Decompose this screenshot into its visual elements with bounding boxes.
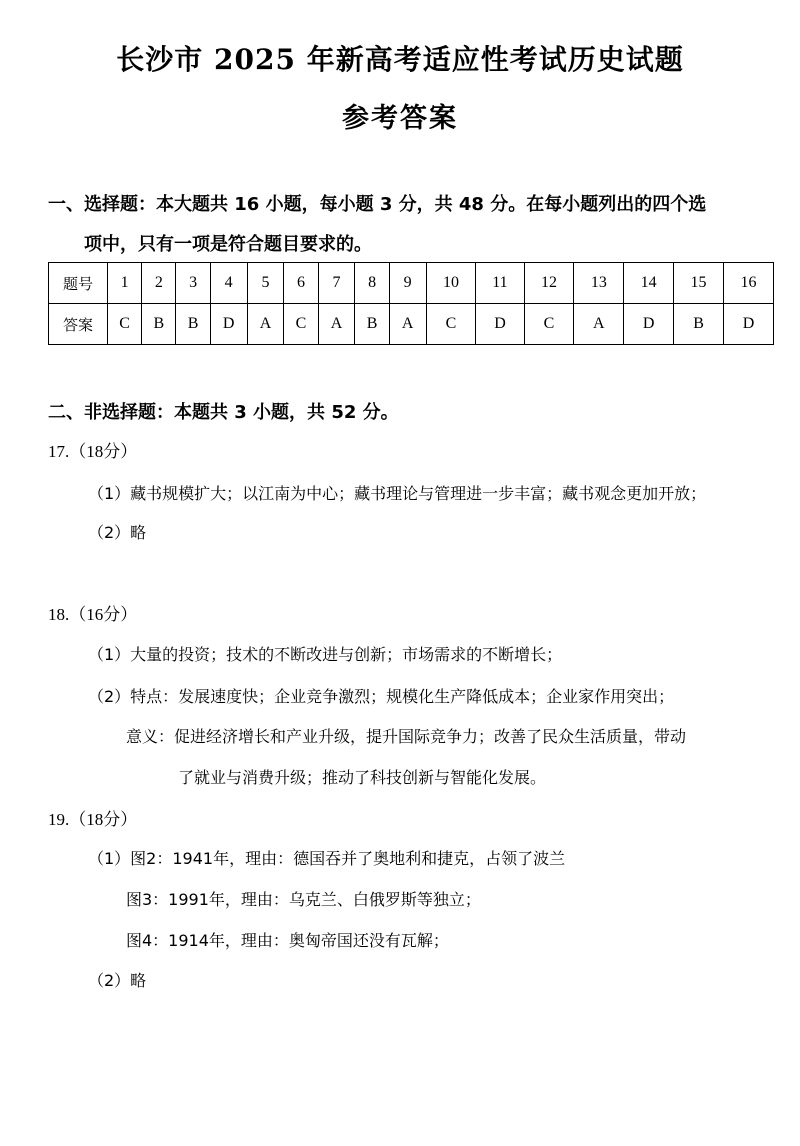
answer-cell: C <box>284 304 318 345</box>
question-number: 3 <box>176 263 210 304</box>
answer-cell: A <box>318 304 355 345</box>
answer-cell: A <box>389 304 426 345</box>
q18-meaning-line1: 意义：促进经济增长和产业升级，提升国际竞争力；改善了民众生活质量，带动 <box>126 727 687 746</box>
question-number: 6 <box>284 263 318 304</box>
question-number: 11 <box>476 263 524 304</box>
q19-part1-fig2: （1）图2：1941年，理由：德国吞并了奥地利和捷克，占领了波兰 <box>88 849 566 868</box>
page-subtitle: 参考答案 <box>342 103 458 134</box>
answer-cell: D <box>624 304 674 345</box>
question-number: 5 <box>247 263 284 304</box>
question-number: 1 <box>108 263 142 304</box>
q18-part1: （1）大量的投资；技术的不断改进与创新；市场需求的不断增长； <box>88 645 563 664</box>
answer-cell: C <box>524 304 574 345</box>
answer-cell: C <box>426 304 476 345</box>
answer-cell: B <box>355 304 389 345</box>
section2-heading: 二、非选择题：本题共 3 小题，共 52 分。 <box>48 402 399 423</box>
question-number: 2 <box>142 263 176 304</box>
q17-part2: （2）略 <box>88 523 147 542</box>
q18-meaning-line2: 了就业与消费升级；推动了科技创新与智能化发展。 <box>178 768 547 787</box>
q18-part2: （2）特点：发展速度快；企业竞争激烈；规模化生产降低成本；企业家作用突出； <box>88 687 675 706</box>
row-label-numbers: 题号 <box>49 263 108 304</box>
answer-cell: D <box>210 304 247 345</box>
q18-header: 18.（16分） <box>48 605 138 624</box>
table-row-numbers <box>49 263 774 304</box>
table-row-answers <box>49 304 774 345</box>
page-title: 长沙市 2025 年新高考适应性考试历史试题 <box>116 43 684 76</box>
question-number: 12 <box>524 263 574 304</box>
answer-table <box>48 262 774 345</box>
answer-cell: D <box>723 304 773 345</box>
question-number: 14 <box>624 263 674 304</box>
answer-cell: A <box>247 304 284 345</box>
row-label-answers: 答案 <box>49 304 108 345</box>
answer-cell: B <box>674 304 724 345</box>
question-number: 9 <box>389 263 426 304</box>
question-number: 15 <box>674 263 724 304</box>
q19-part1-fig3: 图3：1991年，理由：乌克兰、白俄罗斯等独立； <box>126 890 481 909</box>
question-number: 7 <box>318 263 355 304</box>
q17-header: 17.（18分） <box>48 442 138 461</box>
section1-heading-line1: 一、选择题：本大题共 16 小题，每小题 3 分，共 48 分。在每小题列出的四个选 <box>48 194 707 215</box>
question-number: 10 <box>426 263 476 304</box>
answer-cell: B <box>176 304 210 345</box>
question-number: 16 <box>723 263 773 304</box>
answer-cell: B <box>142 304 176 345</box>
question-number: 8 <box>355 263 389 304</box>
answer-cell: A <box>574 304 624 345</box>
section1-heading-line2: 项中，只有一项是符合题目要求的。 <box>84 234 372 255</box>
answer-cell: D <box>476 304 524 345</box>
q17-part1: （1）藏书规模扩大；以江南为中心；藏书理论与管理进一步丰富；藏书观念更加开放； <box>88 484 707 503</box>
question-number: 4 <box>210 263 247 304</box>
q19-header: 19.（18分） <box>48 810 138 829</box>
q19-part1-fig4: 图4：1914年，理由：奥匈帝国还没有瓦解； <box>126 931 449 950</box>
q19-part2: （2）略 <box>88 971 147 990</box>
answer-cell: C <box>108 304 142 345</box>
question-number: 13 <box>574 263 624 304</box>
